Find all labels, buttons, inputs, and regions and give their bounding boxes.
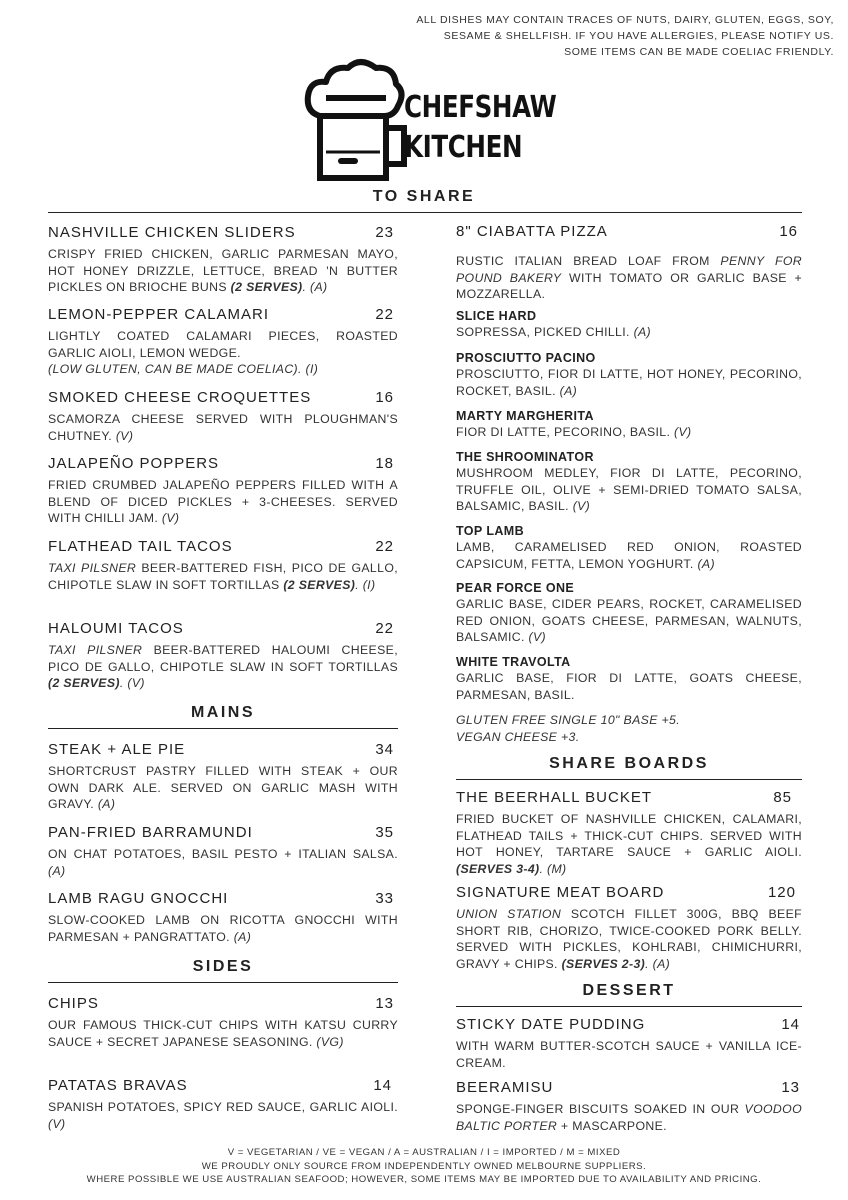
item-price: 14 — [781, 1016, 800, 1033]
item-price: 120 — [767, 884, 796, 901]
item-desc: OUR FAMOUS THICK-CUT CHIPS WITH KATSU CURRY SAUCE + SECRET JAPANESE SEASONING. (VG) — [48, 1018, 398, 1049]
item-desc: SLOW-COOKED LAMB ON RICOTTA GNOCCHI WITH PARMESAN + PANGRATTATO. (A) — [48, 913, 398, 944]
pizza-option-desc: PROSCIUTTO, FIOR DI LATTE, HOT HONEY, PECORINO, ROCKET, BASIL. (A) — [456, 367, 802, 398]
pizza-option-desc: GARLIC BASE, FIOR DI LATTE, GOATS CHEESE, PARMESAN, BASIL. — [456, 671, 802, 702]
pizza-extra-gluten-free: GLUTEN FREE SINGLE 10" BASE +5. — [456, 713, 680, 727]
item-desc: TAXI PILSNER BEER-BATTERED HALOUMI CHEESE, PICO DE GALLO, CHIPOTLE SLAW IN SOFT TORTILLAS (2 SERVES). (V) — [48, 643, 398, 690]
menu-item — [456, 1079, 802, 1134]
menu-item — [456, 884, 802, 972]
pizza-option-desc: GARLIC BASE, CIDER PEARS, ROCKET, CARAMELISED RED ONION, GOATS CHEESE, PARMESAN, WALNUTS, BALSAMIC. (V) — [456, 597, 802, 644]
menu-item — [456, 789, 802, 877]
item-name: CHIPS — [48, 995, 99, 1012]
menu-item — [48, 995, 398, 1050]
item-name: STEAK + ALE PIE — [48, 741, 186, 758]
pizza-option-desc: LAMB, CARAMELISED RED ONION, ROASTED CAPSICUM, FETTA, LEMON YOGHURT. (A) — [456, 540, 802, 571]
dietary-legend: V = VEGETARIAN / VE = VEGAN / A = AUSTRALIAN / I = IMPORTED / M = MIXED — [227, 1147, 621, 1158]
pizza-option — [456, 350, 802, 399]
item-price: 16 — [375, 389, 394, 406]
allergy-notice: ALL DISHES MAY CONTAIN TRACES OF NUTS, DAIRY, GLUTEN, EGGS, SOY, SESAME & SHELLFISH. IF YOU HAVE ALLERGIES, PLEASE NOTIFY US. SOME ITEMS CAN BE MADE COELIAC FRIENDLY. — [416, 14, 834, 58]
pizza-option-name: PROSCIUTTO PACINO — [456, 351, 596, 365]
seafood-note: WHERE POSSIBLE WE USE AUSTRALIAN SEAFOOD; HOWEVER, SOME ITEMS MAY BE IMPORTED DUE TO AVAILABILITY AND PRICING. — [86, 1174, 762, 1185]
item-desc: SPONGE-FINGER BISCUITS SOAKED IN OUR VOODOO BALTIC PORTER + MASCARPONE. — [456, 1102, 802, 1133]
item-name: NASHVILLE CHICKEN SLIDERS — [48, 224, 296, 241]
item-desc: FRIED BUCKET OF NASHVILLE CHICKEN, CALAMARI, FLATHEAD TAILS + THICK-CUT CHIPS. SERVED WITH HOT HONEY, TARTARE SAUCE + GARLIC AIOLI. (SERVES 3-4). (M) — [456, 812, 802, 876]
item-name: LEMON-PEPPER CALAMARI — [48, 306, 270, 323]
pizza-option-desc: FIOR DI LATTE, PECORINO, BASIL. (V) — [456, 425, 692, 439]
item-name: SMOKED CHEESE CROQUETTES — [48, 389, 312, 406]
item-desc: CRISPY FRIED CHICKEN, GARLIC PARMESAN MAYO, HOT HONEY DRIZZLE, LETTUCE, BREAD 'N BUTTER PICKLES ON BRIOCHE BUNS (2 SERVES). (A) — [48, 247, 398, 294]
item-price: 33 — [375, 890, 394, 907]
section-to-share: TO SHARE — [372, 188, 476, 205]
item-name: LAMB RAGU GNOCCHI — [48, 890, 229, 907]
item-price: 18 — [375, 455, 394, 472]
pizza-extra-vegan-cheese: VEGAN CHEESE +3. — [456, 729, 580, 744]
pizza-option — [456, 408, 802, 441]
menu-item — [48, 1077, 398, 1132]
pizza-option — [456, 654, 802, 703]
item-desc: WITH WARM BUTTER-SCOTCH SAUCE + VANILLA ICE-CREAM. — [456, 1039, 802, 1070]
item-desc: UNION STATION SCOTCH FILLET 300G, BBQ BEEF SHORT RIB, CHORIZO, TWICE-COOKED PORK BELLY. SERVED WITH PICKLES, KOHLRABI, CHIMICHURRI, GRAVY + CHIPS. (SERVES 2-3). (A) — [456, 907, 802, 971]
item-desc: RUSTIC ITALIAN BREAD LOAF FROM PENNY FOR POUND BAKERY WITH TOMATO OR GARLIC BASE + MOZZARELLA. — [456, 254, 802, 301]
menu-item — [48, 538, 398, 593]
menu-item — [48, 824, 398, 879]
menu-item — [48, 224, 398, 296]
pizza-option-name: WHITE TRAVOLTA — [456, 655, 571, 669]
item-price: 13 — [781, 1079, 800, 1096]
to-share-rule — [48, 212, 802, 213]
pizza-option-name: SLICE HARD — [456, 309, 537, 323]
section-dessert: DESSERT — [456, 982, 802, 1007]
item-price: 14 — [373, 1077, 392, 1094]
item-desc: FRIED CRUMBED JALAPEÑO PEPPERS FILLED WITH A BLEND OF DICED PICKLES + 3-CHEESES. SERVED WITH CHILLI JAM. (V) — [48, 478, 398, 525]
supplier-note: WE PROUDLY ONLY SOURCE FROM INDEPENDENTLY OWNED MELBOURNE SUPPLIERS. — [201, 1160, 647, 1172]
pizza-option — [456, 308, 802, 341]
section-sides: SIDES — [48, 958, 398, 983]
pizza-option-desc: SOPRESSA, PICKED CHILLI. (A) — [456, 325, 652, 339]
item-price: 22 — [375, 620, 394, 637]
menu-item — [48, 455, 398, 527]
item-desc: SCAMORZA CHEESE SERVED WITH PLOUGHMAN'S CHUTNEY. (V) — [48, 412, 398, 443]
item-name: THE BEERHALL BUCKET — [456, 789, 652, 806]
section-mains: MAINS — [48, 704, 398, 729]
beer-mug-chef-icon — [300, 46, 410, 186]
item-name: BEERAMISU — [456, 1079, 554, 1096]
item-price: 35 — [375, 824, 394, 841]
item-name: FLATHEAD TAIL TACOS — [48, 538, 233, 555]
menu-item — [456, 1016, 802, 1071]
menu-item — [48, 741, 398, 813]
pizza-option-desc: MUSHROOM MEDLEY, FIOR DI LATTE, PECORINO, TRUFFLE OIL, OLIVE + SEMI-DRIED TOMATO SALSA, BALSAMIC, BASIL. (V) — [456, 466, 802, 513]
menu-item — [48, 389, 398, 444]
pizza-option-name: PEAR FORCE ONE — [456, 581, 575, 595]
item-price: 16 — [779, 223, 798, 240]
item-name: JALAPEÑO POPPERS — [48, 455, 220, 472]
item-price: 85 — [773, 789, 792, 806]
item-desc: SHORTCRUST PASTRY FILLED WITH STEAK + OUR OWN DARK ALE. SERVED ON GARLIC MASH WITH GRAVY. (A) — [48, 764, 398, 811]
item-price: 34 — [375, 741, 394, 758]
item-desc: TAXI PILSNER BEER-BATTERED FISH, PICO DE GALLO, CHIPOTLE SLAW IN SOFT TORTILLAS (2 SERVES). (I) — [48, 561, 398, 592]
item-name: STICKY DATE PUDDING — [456, 1016, 646, 1033]
pizza-option — [456, 523, 802, 572]
menu-item — [48, 890, 398, 945]
item-price: 22 — [375, 538, 394, 555]
section-share-boards: SHARE BOARDS — [456, 755, 802, 780]
menu-item — [48, 620, 398, 692]
item-price: 22 — [375, 306, 394, 323]
brand-logo — [300, 46, 557, 186]
item-name: HALOUMI TACOS — [48, 620, 184, 637]
pizza-option — [456, 580, 802, 646]
pizza-item — [456, 223, 802, 303]
item-name: 8" CIABATTA PIZZA — [456, 223, 608, 240]
brand-name-line2: KITCHEN — [404, 130, 523, 165]
item-price: 23 — [375, 224, 394, 241]
pizza-option-name: THE SHROOMINATOR — [456, 450, 594, 464]
item-price: 13 — [375, 995, 394, 1012]
item-desc: ON CHAT POTATOES, BASIL PESTO + ITALIAN SALSA. (A) — [48, 847, 398, 878]
item-name: PATATAS BRAVAS — [48, 1077, 188, 1094]
item-desc: SPANISH POTATOES, SPICY RED SAUCE, GARLIC AIOLI. (V) — [48, 1100, 398, 1131]
brand-name-line1: CHEFSHAW — [404, 90, 557, 125]
pizza-option-name: TOP LAMB — [456, 524, 525, 538]
footer — [0, 1146, 848, 1187]
pizza-option — [456, 449, 802, 515]
item-name: PAN-FRIED BARRAMUNDI — [48, 824, 253, 841]
pizza-extras — [456, 712, 802, 745]
menu-item — [48, 306, 398, 378]
item-desc: LIGHTLY COATED CALAMARI PIECES, ROASTED GARLIC AIOLI, LEMON WEDGE. (LOW GLUTEN, CAN BE MADE COELIAC). (I) — [48, 329, 398, 376]
item-name: SIGNATURE MEAT BOARD — [456, 884, 665, 901]
pizza-option-name: MARTY MARGHERITA — [456, 409, 594, 423]
